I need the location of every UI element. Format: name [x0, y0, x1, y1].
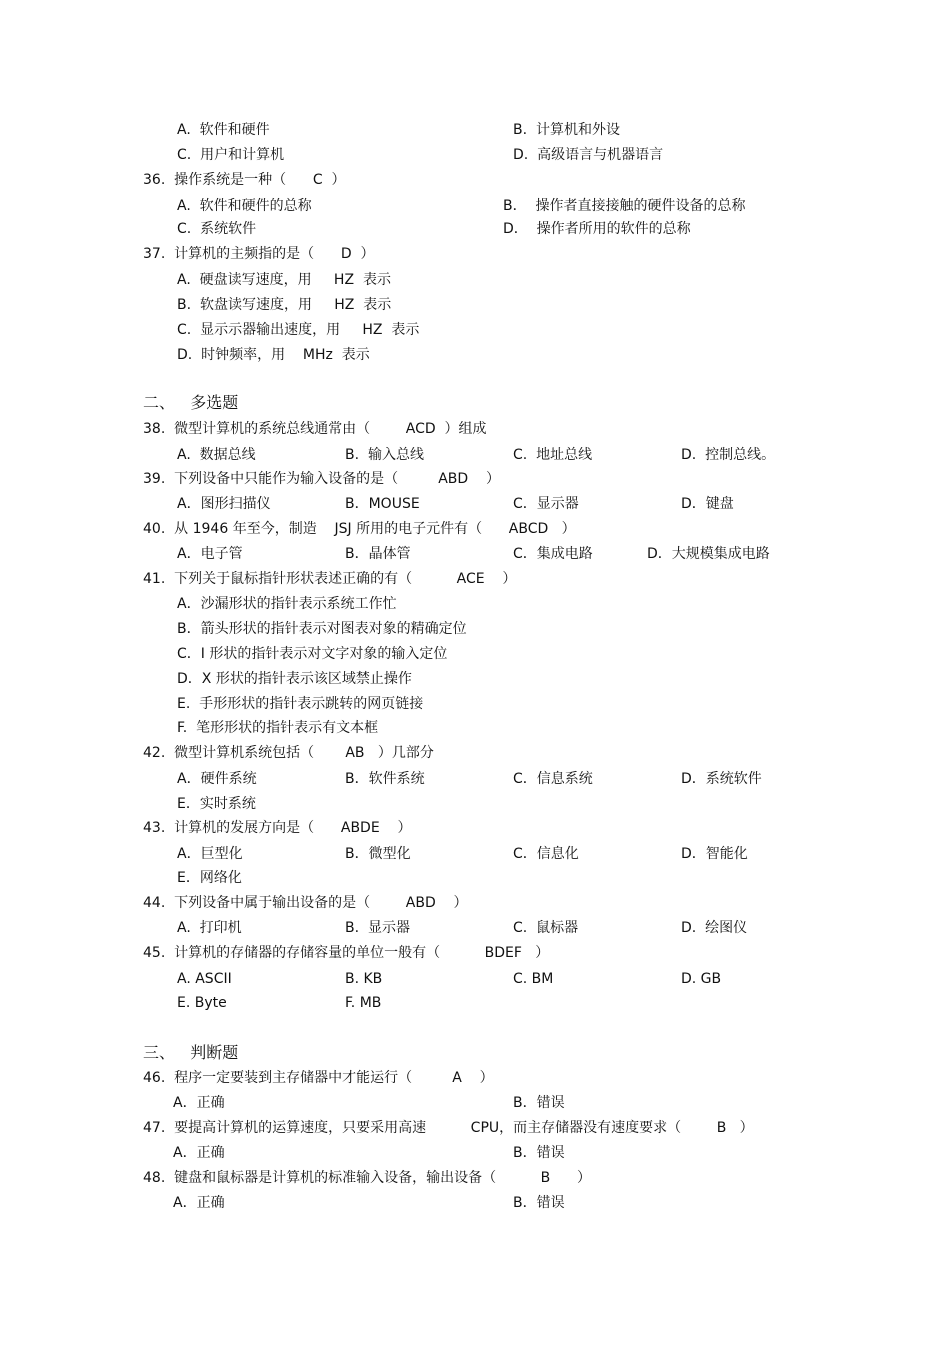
- option-e: E. Byte: [177, 995, 227, 1011]
- option-c: C．集成电路: [513, 546, 593, 562]
- option-e: E．实时系统: [177, 796, 256, 812]
- option-d: D. GB: [681, 971, 722, 987]
- option-b: B. 软盘读写速度，用 HZ 表示: [177, 297, 392, 313]
- option-b: B．MOUSE: [345, 496, 420, 512]
- option-b: B．软件系统: [345, 771, 425, 787]
- question-stem: 42. 微型计算机系统包括（ AB ）几部分: [143, 745, 434, 761]
- option-b: B．错误: [513, 1195, 565, 1211]
- option-a: A. ASCII: [177, 971, 232, 987]
- option-e: E．网络化: [177, 870, 242, 886]
- option-a: A．巨型化: [177, 846, 243, 862]
- option-d: D. 高级语言与机器语言: [513, 147, 664, 163]
- option-d: D．X 形状的指针表示该区域禁止操作: [177, 671, 412, 687]
- question-stem: 38. 微型计算机的系统总线通常由（ ACD ）组成: [143, 421, 487, 437]
- section-title: 二、 多选题: [143, 393, 239, 412]
- option-c: C. BM: [513, 971, 554, 987]
- option-a: A．图形扫描仪: [177, 496, 271, 512]
- option-c: C．I 形状的指针表示对文字对象的输入定位: [177, 646, 448, 662]
- option-e: E. 手形形状的指针表示跳转的网页链接: [177, 696, 424, 712]
- section-title: 三、 判断题: [143, 1043, 239, 1062]
- option-b: B．错误: [513, 1145, 565, 1161]
- question-stem: 44. 下列设备中属于输出设备的是（ ABD ）: [143, 895, 468, 911]
- option-a: A．正确: [173, 1145, 225, 1161]
- option-b: B. 输入总线: [345, 447, 424, 463]
- question-stem: 39. 下列设备中只能作为输入设备的是（ ABD ）: [143, 471, 500, 487]
- option-c: C．信息化: [513, 846, 579, 862]
- question-stem: 36. 操作系统是一种（ C ）: [143, 172, 346, 188]
- option-c: C. 鼠标器: [513, 920, 579, 936]
- option-c: C. 系统软件: [177, 221, 257, 237]
- option-c: C．信息系统: [513, 771, 593, 787]
- option-a: A. 软件和硬件: [177, 122, 270, 138]
- option-c: C. 显示示器输出速度，用 HZ 表示: [177, 322, 420, 338]
- option-c: C. 地址总线: [513, 447, 593, 463]
- option-a: A. 打印机: [177, 920, 242, 936]
- question-stem: 47. 要提高计算机的运算速度，只要采用高速 CPU，而主存储器没有速度要求（ B ）: [143, 1120, 754, 1136]
- option-a: A. 数据总线: [177, 447, 256, 463]
- question-stem: 46. 程序一定要装到主存储器中才能运行（ A ）: [143, 1070, 494, 1086]
- question-stem: 41. 下列关于鼠标指针形状表述正确的有（ ACE ）: [143, 571, 517, 587]
- option-d: D. 绘图仪: [681, 920, 748, 936]
- option-a: A. 软件和硬件的总称: [177, 198, 312, 214]
- question-stem: 43. 计算机的发展方向是（ ABDE ）: [143, 820, 412, 836]
- option-a: A．正确: [173, 1195, 225, 1211]
- option-d: D．系统软件: [681, 771, 762, 787]
- option-d: D． 操作者所用的软件的总称: [503, 221, 691, 237]
- option-b: B． 操作者直接接触的硬件设备的总称: [503, 198, 746, 214]
- option-d: D．大规模集成电路: [647, 546, 770, 562]
- option-a: A．沙漏形状的指针表示系统工作忙: [177, 596, 397, 612]
- option-d: D. 控制总线。: [681, 447, 776, 463]
- option-b: B．箭头形状的指针表示对图表对象的精确定位: [177, 621, 467, 637]
- option-d: D．智能化: [681, 846, 748, 862]
- option-c: C．显示器: [513, 496, 579, 512]
- option-b: B．错误: [513, 1095, 565, 1111]
- option-c: C. 用户和计算机: [177, 147, 285, 163]
- option-a: A．硬件系统: [177, 771, 257, 787]
- question-stem: 48. 键盘和鼠标器是计算机的标准输入设备，输出设备（ B ）: [143, 1170, 591, 1186]
- option-b: B．微型化: [345, 846, 411, 862]
- option-a: A．电子管: [177, 546, 243, 562]
- option-a: A．正确: [173, 1095, 225, 1111]
- question-stem: 37. 计算机的主频指的是（ D ）: [143, 246, 375, 262]
- option-d: D. 时钟频率，用 MHz 表示: [177, 347, 370, 363]
- option-d: D．键盘: [681, 496, 734, 512]
- question-stem: 45. 计算机的存储器的存储容量的单位一般有（ BDEF ）: [143, 945, 550, 961]
- option-b: B．晶体管: [345, 546, 411, 562]
- option-a: A. 硬盘读写速度，用 HZ 表示: [177, 272, 391, 288]
- question-stem: 40. 从 1946 年至今，制造 JSJ 所用的电子元件有（ ABCD ）: [143, 521, 576, 537]
- option-b: B. 显示器: [345, 920, 410, 936]
- option-b: B. 计算机和外设: [513, 122, 620, 138]
- option-f: F. 笔形形状的指针表示有文本框: [177, 720, 379, 736]
- option-f: F. MB: [345, 995, 382, 1011]
- option-b: B. KB: [345, 971, 383, 987]
